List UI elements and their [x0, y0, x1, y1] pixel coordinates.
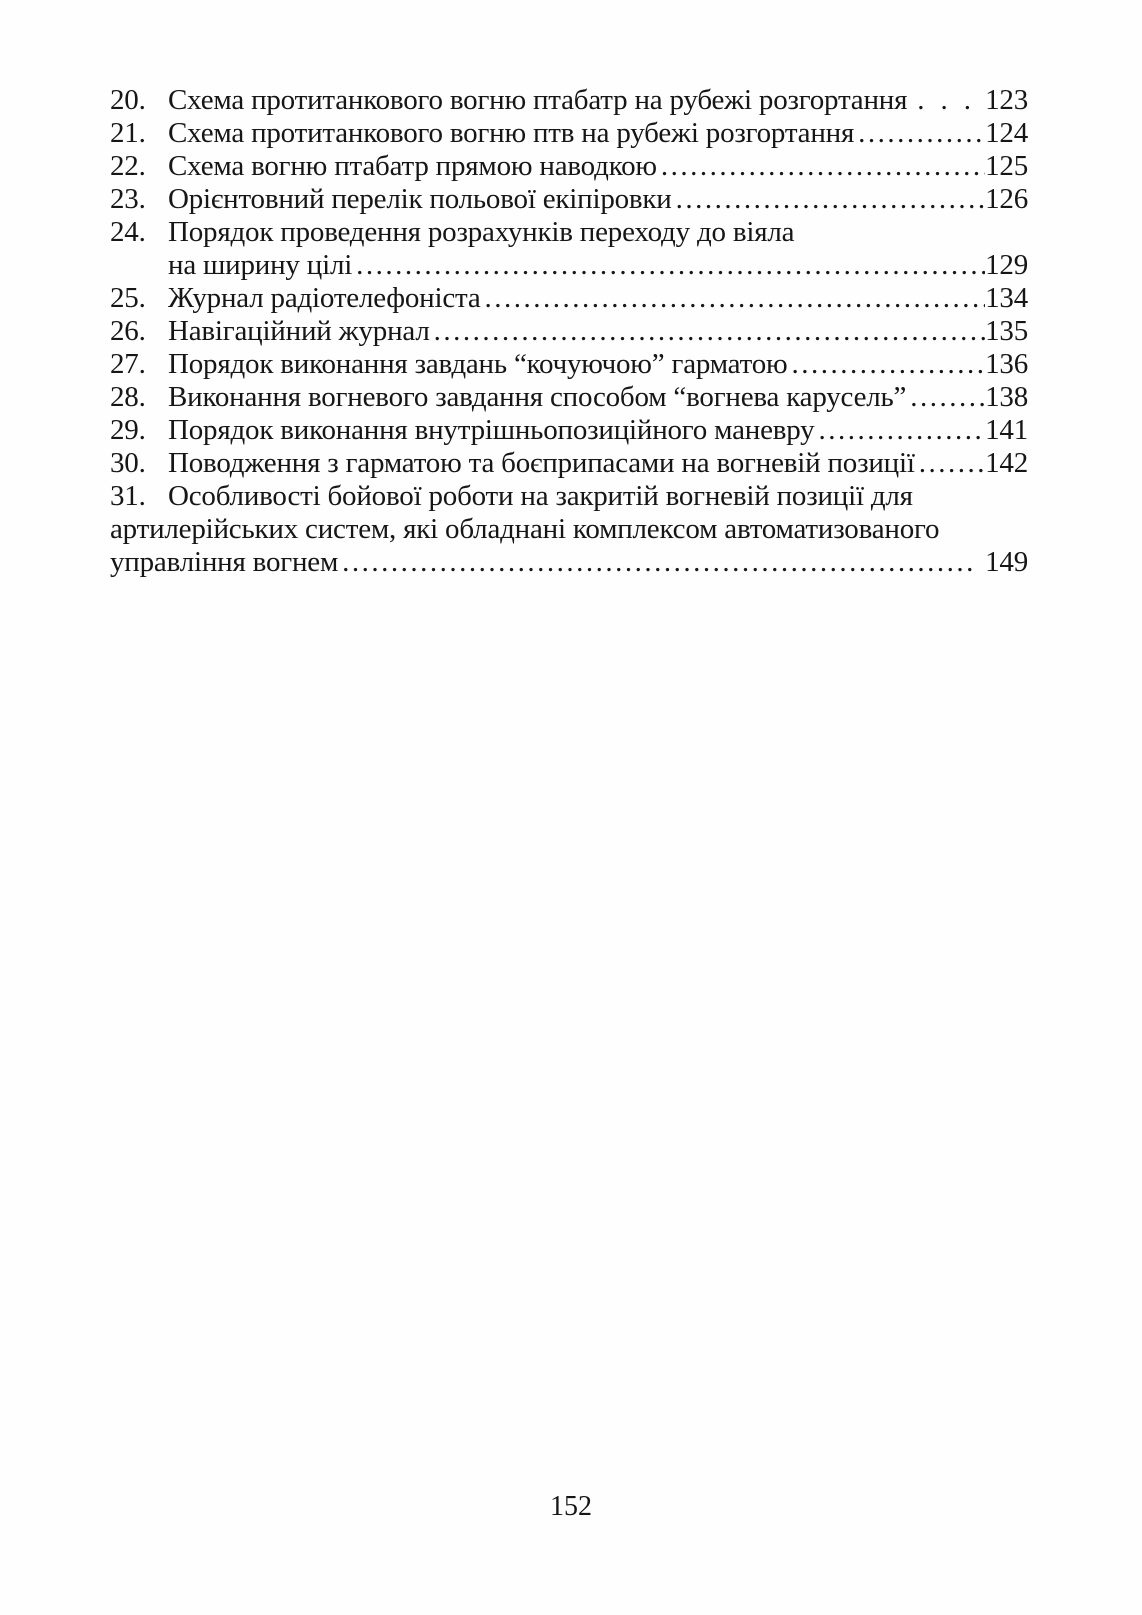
toc-row: [110, 150, 1028, 183]
toc-entry-number: 30.: [110, 447, 146, 479]
toc-entry-number: 28.: [110, 381, 146, 413]
toc-dot-leader: [338, 546, 975, 579]
toc-entry-title: Поводження з гарматою та боєприпасами на вогневій позиції: [168, 447, 915, 479]
toc-row: [110, 315, 1028, 348]
toc-row: [110, 249, 1028, 282]
toc-entry-title: Схема протитанкового вогню птв на рубежі розгортання: [168, 117, 855, 149]
toc-entry-page-number: 129: [985, 249, 1028, 281]
toc-dot-leader: [915, 447, 985, 480]
footer-page-number: 152: [550, 1491, 592, 1522]
toc-entry-title: Журнал радіотелефоніста: [168, 282, 481, 314]
toc-dot-leader: [352, 249, 985, 282]
toc-entry-number: 21.: [110, 117, 146, 149]
page-footer: [0, 1492, 1142, 1522]
toc-entry-page-number: 123: [985, 84, 1028, 116]
toc-entry-number: 26.: [110, 315, 146, 347]
toc-dot-leader: [657, 150, 985, 183]
toc-dot-leader: [672, 183, 985, 216]
toc-entry-number: 31.: [110, 480, 146, 512]
toc-entry-title: на ширину цілі: [168, 249, 353, 281]
toc-row: [110, 216, 1028, 249]
toc-entry-page-number: 149: [985, 546, 1028, 578]
toc-dot-leader: [430, 315, 986, 348]
toc-entry-page-number: 126: [985, 183, 1028, 215]
toc-entry-title: Порядок виконання внутрішньопозиційного маневру: [168, 414, 815, 446]
toc-dot-leader: [906, 381, 985, 414]
toc-entry-page-number: 124: [985, 117, 1028, 149]
toc-entry-page-number: 134: [985, 282, 1028, 314]
toc-entry-title: Порядок проведення розрахунків переходу до віяла: [168, 216, 795, 248]
toc-row: [110, 546, 1028, 579]
toc-entry-page-number: 141: [985, 414, 1028, 446]
toc-entry-title: Порядок виконання завдань “кочуючою” гарматою: [168, 348, 788, 380]
table-of-contents: [110, 84, 1028, 579]
toc-row: [110, 480, 1028, 513]
toc-entry-page-number: 138: [985, 381, 1028, 413]
toc-row: [110, 282, 1028, 315]
toc-row: [110, 414, 1028, 447]
toc-row: [110, 84, 1028, 117]
toc-entry-title: Схема протитанкового вогню птабатр на рубежі розгортання: [168, 84, 908, 116]
toc-entry-number: 27.: [110, 348, 146, 380]
toc-entry-number: 24.: [110, 216, 146, 248]
toc-entry-page-number: 125: [985, 150, 1028, 182]
toc-entry-title: Схема вогню птабатр прямою наводкою: [168, 150, 657, 182]
toc-entry-page-number: 142: [985, 447, 1028, 479]
toc-entry-number: 23.: [110, 183, 146, 215]
toc-dot-leader: [787, 348, 985, 381]
toc-dot-leader: [854, 117, 985, 150]
toc-entry-page-number: 135: [985, 315, 1028, 347]
toc-row: [110, 381, 1028, 414]
toc-row: [110, 117, 1028, 150]
toc-dot-leader: [481, 282, 986, 315]
toc-entry-title: Особливості бойової роботи на закритій вогневій позиції для: [168, 480, 913, 512]
toc-entry-title: Виконання вогневого завдання способом “вогнева карусель”: [168, 381, 907, 413]
toc-dot-leader: [907, 84, 975, 117]
toc-entry-title: артилерійських систем, які обладнані комплексом автоматизованого: [110, 513, 940, 545]
toc-entry-number: 29.: [110, 414, 146, 446]
toc-dot-leader: [814, 414, 985, 447]
toc-row: [110, 348, 1028, 381]
toc-row: [110, 513, 1028, 546]
toc-entry-page-number: 136: [985, 348, 1028, 380]
toc-entry-number: 25.: [110, 282, 146, 314]
toc-entry-number: 22.: [110, 150, 146, 182]
toc-row: [110, 183, 1028, 216]
toc-entry-title: Навігаційний журнал: [168, 315, 430, 347]
toc-entry-number: 20.: [110, 84, 146, 116]
toc-entry-title: управління вогнем: [110, 546, 339, 578]
toc-entry-title: Орієнтовний перелік польової екіпіровки: [168, 183, 672, 215]
toc-row: [110, 447, 1028, 480]
